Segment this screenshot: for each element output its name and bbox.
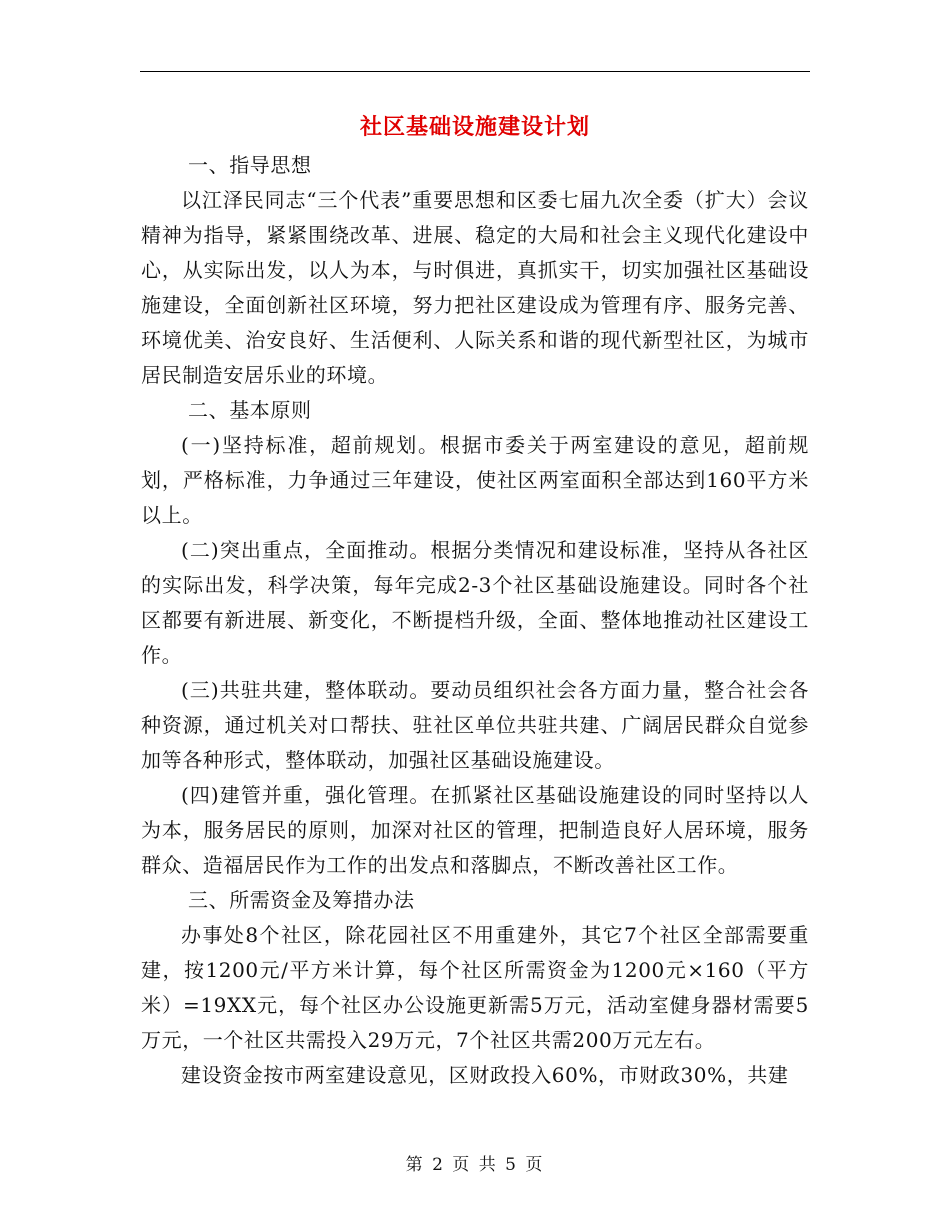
section-heading-guiding-ideology: 一、指导思想 bbox=[188, 153, 312, 177]
paragraph-principle-1: (一)坚持标准，超前规划。根据市委关于两室建设的意见，超前规划，严格标准，力争通过三年建设，使社区两室面积全部达到160平方米以上。 bbox=[141, 433, 809, 527]
page-number-footer: 第 2 页 共 5 页 bbox=[405, 1155, 545, 1175]
paragraph-principle-2: (二)突出重点，全面推动。根据分类情况和建设标准，坚持从各社区的实际出发，科学决策，每年完成2-3个社区基础设施建设。同时各个社区都要有新进展、新变化，不断提档升级，全面、整体地推动社区建设工作。 bbox=[141, 538, 809, 667]
paragraph-principle-3: (三)共驻共建，整体联动。要动员组织社会各方面力量，整合社会各种资源，通过机关对口帮扶、驻社区单位共驻共建、广阔居民群众自觉参加等各种形式，整体联动，加强社区基础设施建设。 bbox=[141, 678, 809, 772]
document-body bbox=[141, 148, 809, 1093]
header-rule bbox=[140, 71, 810, 72]
section-heading-basic-principles: 二、基本原则 bbox=[188, 398, 312, 422]
paragraph-guiding-ideology: 以江泽民同志“三个代表”重要思想和区委七届九次全委（扩大）会议精神为指导，紧紧围绕改革、进展、稳定的大局和社会主义现代化建设中心，从实际出发，以人为本，与时俱进，真抓实干，切实加强社区基础设施建设，全面创新社区环境，努力把社区建设成为管理有序、服务完善、环境优美、治安良好、生活便利、人际关系和谐的现代新型社区，为城市居民制造安居乐业的环境。 bbox=[141, 188, 809, 387]
document-title: 社区基础设施建设计划 bbox=[359, 114, 590, 140]
paragraph-funding-requirements: 办事处8个社区，除花园社区不用重建外，其它7个社区全部需要重建，按1200元/平方米计算，每个社区所需资金为1200元×160（平方米）=19XX元，每个社区办公设施更新需5万元，活动室健身器材需要5万元，一个社区共需投入29万元，7个社区共需200万元左右。 bbox=[141, 923, 809, 1052]
paragraph-principle-4: (四)建管并重，强化管理。在抓紧社区基础设施建设的同时坚持以人为本，服务居民的原则，加深对社区的管理，把制造良好人居环境，服务群众、造福居民作为工作的出发点和落脚点，不断改善社区工作。 bbox=[141, 783, 809, 877]
section-heading-funding: 三、所需资金及筹措办法 bbox=[188, 888, 415, 912]
paragraph-funding-sources: 建设资金按市两室建设意见，区财政投入60%，市财政30%，共建 bbox=[181, 1063, 789, 1087]
